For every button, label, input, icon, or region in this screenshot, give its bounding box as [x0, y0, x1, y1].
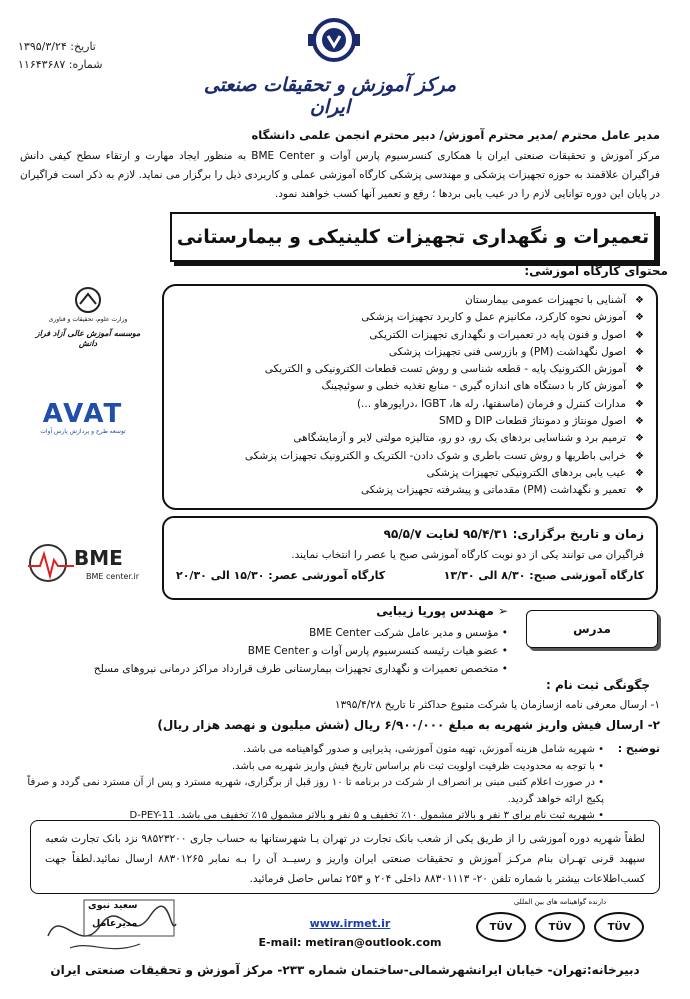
bullet-icon: • [594, 744, 604, 755]
bullet-icon: • [498, 663, 508, 675]
list-item: ❖آموزش کار با دستگاه های اندازه گیری - منابع تغذیه خطی و سوئیچینگ [176, 378, 644, 395]
email-address[interactable]: E-mail: metiran@outlook.com [258, 936, 442, 949]
avat-wordmark: AVAT [42, 399, 124, 429]
payment-info-box: لطفاً شهریه دوره آموزشی را از طریق یکی از شعب بانک تجارت در تهران یـا شهرستانها به حساب جاری ۹۸۵۲۳۲۰۰ نزد بانک تجارت شعبه سپهبد قرنی تهـران بنام مرکـز آموزش و تحقیقات صنعتی ایران واریز و رسیــد آن را بـه نمابر ۸۸۳۰۱۲۶۵ ارسال نمائید.لطفاً جهت کسب‌اطلاعات بیشتر با شماره تلفن ۲۰- ۸۸۳۰۱۱۱۳ داخلی ۲۰۴ و ۲۵۳ تماس حاصل فرمائید. [30, 820, 660, 894]
registration-step-2: ۲- ارسال فیش واریز شهریه به مبلغ ۶/۹۰۰/۰۰۰ ریال (شش میلیون و نهصد هزار ریال) [157, 718, 660, 732]
org-logo-icon [306, 12, 362, 68]
list-item: ❖اصول مونتاژ و دمونتاژ قطعات DIP و SMD [176, 413, 644, 430]
bullet-icon: ❖ [635, 329, 644, 341]
faraz-danesh-logo [28, 286, 148, 356]
intro-paragraph: مرکز آموزش و تحقیقات صنعتی ایران با همکاری کنسرسیوم پارس آوات و BME Center به منظور ایجاد مهارت و ارتقاء سطح کیفی دانش فراگیران علاقمند به حوزه تجهیزات پزشکی و مهندسی پزشکی کارگاه آموزشی عملی و کاربردی ذیل را برگزار می نماید. لازم به ذکر است فراگیران در پایان این دوره توانایی لازم را در عیب یابی بردها ؛ رفع و تعمیر آنها کسب خواهند نمود. [20, 150, 660, 200]
notes-list [24, 742, 604, 825]
avat-logo [40, 400, 126, 438]
certification-badges [476, 912, 644, 948]
evening-session: کارگاه آموزشی عصر: ۱۵/۳۰ الی ۲۰/۳۰ [176, 569, 386, 582]
list-item: ❖خرابی باطریها و روش تست باطری و شوک دادن- الکتریک و الکترونیک تجهیزات پزشکی [176, 448, 644, 465]
recipients-line: مدیر عامل محترم /مدیر محترم آموزش/ دبیر محترم انجمن علمی دانشگاه [251, 128, 660, 142]
letter-number: شماره: ۱۱۶۴۳۶۸۷ [18, 58, 103, 71]
list-item: ❖ترمیم برد و شناسایی بردهای یک رو، دو رو، متالیزه مولتی لایر و آزمایشگاهی [176, 430, 644, 447]
bme-url: BME center.ir [86, 572, 140, 581]
list-item: • با توجه به محدودیت ظرفیت اولویت ثبت نام براساس تاریخ فیش واریز شهریه می باشد. [231, 760, 604, 772]
logo1-title: موسسه آموزش عالی آزاد فراز دانش [35, 328, 141, 348]
content-list [176, 292, 644, 500]
bullet-icon: ❖ [635, 381, 644, 393]
list-item: • شهریه شامل هزینه آموزش، تهیه متون آموزشی، پذیرایی و صدور گواهینامه می باشد. [242, 744, 604, 755]
content-heading: محتوای کارگاه آموزشی: [524, 264, 668, 278]
schedule-note: فراگیران می توانند یکی از دو نوبت کارگاه آموزشی صبح یا عصر را انتخاب نمایند. [291, 549, 644, 561]
bullet-icon: ❖ [635, 312, 644, 324]
bullet-icon: ❖ [635, 398, 644, 410]
arrow-icon: ➢ [493, 604, 508, 618]
list-item: ❖مدارات کنترل و فرمان (ماسفتها، رله ها، IGBT ،درایورهاو ...) [176, 396, 644, 413]
bullet-icon: ❖ [635, 364, 644, 376]
bme-logo [26, 540, 144, 586]
list-item: ❖تعمیر و نگهداشت (PM) مقدماتی و پیشرفته تجهیزات پزشکی [176, 482, 644, 499]
schedule-dates: زمان و تاریخ برگزاری: ۹۵/۴/۳۱ لغایت ۹۵/۵/۷ [383, 527, 644, 541]
teacher-tag: مدرس [526, 610, 658, 648]
signatory-title: مدیرعامل [92, 918, 138, 929]
list-item: ❖عیب یابی بردهای الکترونیکی تجهیزات پزشکی [176, 465, 644, 482]
list-item: • عضو هیات رئیسه کنسرسیوم پارس آوات و BME Center [247, 645, 508, 657]
bullet-icon: • [594, 777, 604, 788]
list-item: ❖اصول و فنون پایه در تعمیرات و نگهداری تجهیزات الکتریکی [176, 327, 644, 344]
bme-wordmark: BME [74, 546, 123, 570]
registration-step-1: ۱- ارسال معرفی نامه ازسازمان یا شرکت متبوع حداکثر تا تاریخ ۱۳۹۵/۴/۲۸ [334, 699, 660, 711]
tuv-badge-icon: TÜV [535, 912, 585, 942]
tuv-badge-icon: TÜV [476, 912, 526, 942]
list-item: ❖آموزش نحوه کارکرد، مکانیزم عمل و کاربرد تجهیزات پزشکی [176, 309, 644, 326]
list-item: • شهریه ثبت نام برای ۳ نفر و بالاتر مشمول ۱۰٪ تخفیف و ۵ نفر و بالاتر مشمول ۱۵٪ تخفیف می باشد. D-PEY-11 [129, 810, 604, 821]
tuv-badge-icon: TÜV [594, 912, 644, 942]
bullet-icon: ❖ [635, 450, 644, 462]
logo1-subtitle: وزارت علوم، تحقیقات و فناوری [48, 316, 128, 323]
list-item: • متخصص تعمیرات و نگهداری تجهیزات بیمارستانی طرف قرارداد مراکز درمانی نیروهای مسلح [93, 663, 508, 675]
footer-address: دبیرخانه:تهران- خیابان ایرانشهرشمالی-ساختمان شماره ۲۳۳- مرکز آموزش و تحقیقات صنعتی ایران [50, 963, 640, 977]
contact-block [250, 914, 450, 952]
course-title: تعمیرات و نگهداری تجهیزات کلینیکی و بیمارستانی [176, 226, 650, 248]
letter-meta [18, 38, 168, 74]
bullet-icon: ❖ [635, 346, 644, 358]
website-link[interactable]: www.irmet.ir [309, 917, 391, 930]
letter-date: تاریخ: ۱۳۹۵/۳/۲۴ [18, 40, 96, 53]
org-name: مرکز آموزش و تحقیقات صنعتی ایران [203, 74, 457, 118]
bullet-icon: ❖ [635, 295, 644, 306]
list-item: • در صورت اعلام کتبی مبنی بر انصراف از شرکت در برنامه تا ۱۰ روز قبل از برگزاری، شهریه مسترد و پس از آن مسترد نمی گردد و صرفاً پکیج ارائه خواهد گردید. [27, 777, 604, 805]
list-item: ❖آشنایی با تجهیزات عمومی بیمارستان [176, 292, 644, 309]
bullet-icon: • [594, 760, 604, 772]
bullet-icon: ❖ [635, 416, 644, 428]
schedule-times [176, 566, 644, 586]
notes-label: توضیح : [617, 742, 660, 755]
list-item: • مؤسس و مدیر عامل شرکت BME Center [309, 627, 508, 639]
teacher-credentials [58, 624, 508, 678]
bullet-icon: • [498, 645, 508, 657]
signatory-name: سعید نبوی [88, 900, 138, 911]
bullet-icon: ❖ [635, 485, 644, 497]
teacher-name: ➢ مهندس پوریا زیبایی [376, 604, 508, 618]
certifications-label: دارنده گواهینامه های بین المللی [513, 898, 607, 906]
content-box [162, 284, 658, 510]
bullet-icon: • [594, 810, 604, 821]
course-title-box [170, 212, 656, 262]
list-item: ❖آموزش الکترونیک پایه - قطعه شناسی و روش تست قطعات الکترونیکی و الکتریکی [176, 361, 644, 378]
schedule-box [162, 516, 658, 600]
bullet-icon: ❖ [635, 433, 644, 445]
bullet-icon: • [498, 627, 508, 639]
bullet-icon: ❖ [635, 467, 644, 479]
registration-heading: چگونگی ثبت نام : [545, 678, 650, 692]
list-item: ❖اصول نگهداشت (PM) و بازرسی فنی تجهیزات پزشکی [176, 344, 644, 361]
morning-session: کارگاه آموزشی صبح: ۸/۳۰ الی ۱۳/۳۰ [443, 569, 644, 582]
avat-subtitle: توسعه طرح و پردازش پارس آوات [40, 428, 126, 435]
